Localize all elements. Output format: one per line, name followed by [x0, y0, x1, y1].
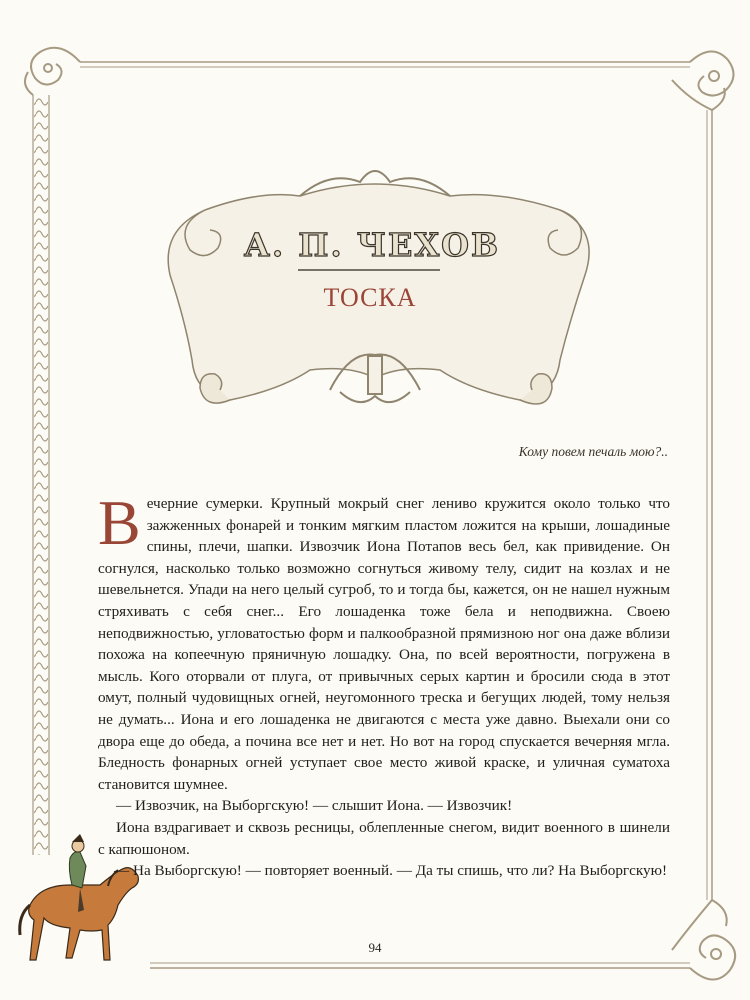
corner-ornament-icon — [672, 51, 734, 110]
paragraph-3: Иона вздрагивает и сквозь ресницы, облепленные снегом, видит военного в шинели с капюшоном. — [98, 818, 670, 858]
page-number: 94 — [368, 940, 382, 955]
paragraph-1 — [98, 487, 670, 795]
scroll-banner-icon — [168, 171, 589, 404]
author-title: А. П. ЧЕХОВ — [243, 226, 501, 264]
drop-cap: В — [98, 487, 141, 558]
paragraph-2: — Извозчик, на Выборгскую! — слышит Иона. — Извозчик! — [116, 797, 513, 815]
paragraph-1-text: ечерние сумерки. Крупный мокрый снег лениво кружится около только что зажженных фонарей и тонким мягким пластом ложится на крыши, лошадиные спины, плечи, шапки. Извозчик Иона Потапов весь бел, как привидение. Он согнулся, насколько только возможно согнуться живому телу, сидит на козлах и не шевельнется. Упади на него целый сугроб, то и тогда бы, кажется, он не нашел нужным стряхивать с себя снег... Его лошаденка тоже бела и неподвижна. Своею неподвижностью, угловатостью форм и палкообразной прямизною ног она даже вблизи похожа на копеечную пряничную лошадку. Она, по всей вероятности, погружена в мысль. Кого оторвали от плуга, от привычных серых картин и бросили сюда в этот омут, полный чудовищных огней, неугомонного треска и бегущих людей, тому нельзя не думать... Иона и его лошаденка не двигаются с места уже давно. Выехали они со двора еще до обеда, а почина все нет и нет. Но вот на город спускается вечерняя мгла. Бледность фонарных огней уступает свое место живой краске, и уличная суматоха становится шумнее. — [98, 495, 670, 793]
corner-ornament-icon — [25, 48, 80, 95]
story-title: ТОСКА — [323, 283, 417, 312]
epigraph: Кому повем печаль мою?.. — [518, 444, 668, 459]
paragraph-4: — На Выборгскую! — повторяет военный. — Да ты спишь, что ли? На Выборгскую! — [114, 862, 668, 880]
story-text — [98, 487, 670, 882]
